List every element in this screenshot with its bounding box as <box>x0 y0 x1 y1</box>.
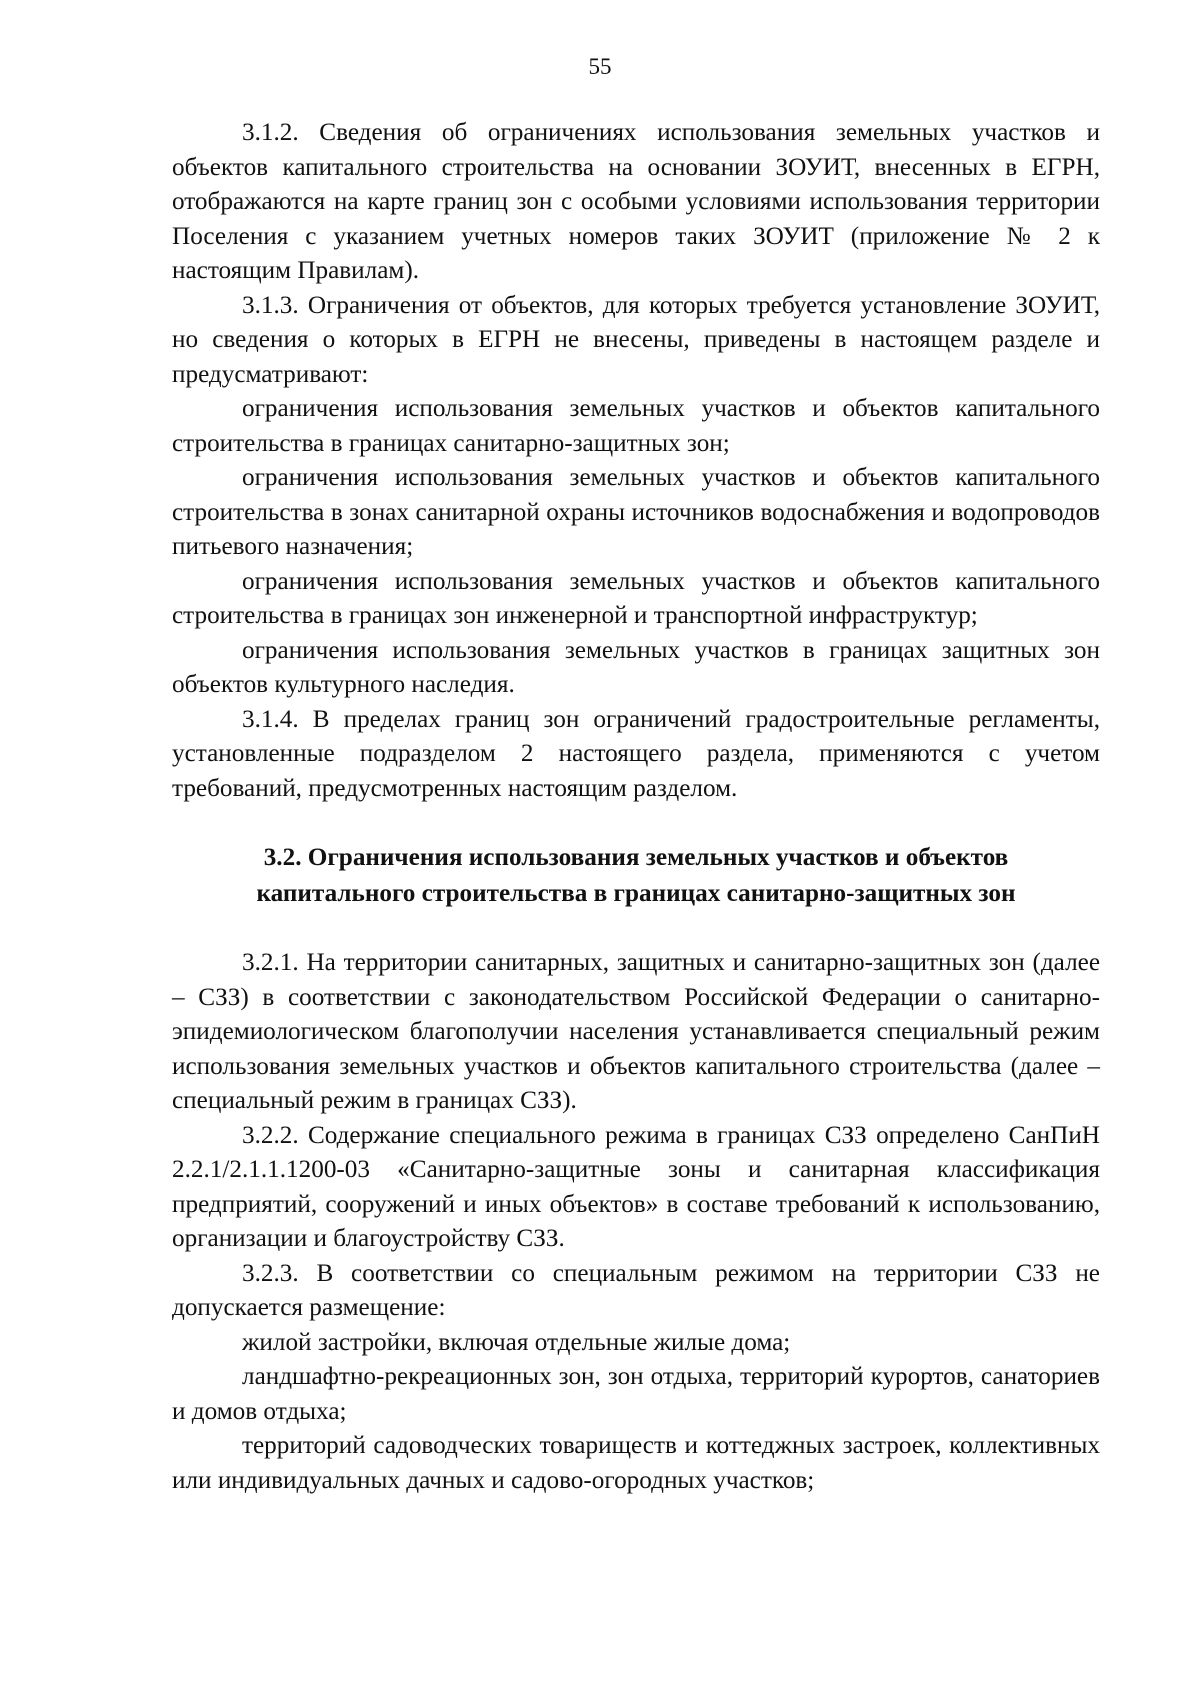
list-item-garden-plots: территорий садоводческих товариществ и коттеджных застроек, коллективных или индивидуальных дачных и садово-огородных участков; <box>172 1432 1100 1494</box>
section-heading-line-1: 3.2. Ограничения использования земельных участков и объектов <box>263 844 1009 871</box>
list-item-residential: жилой застройки, включая отдельные жилые дома; <box>242 1328 791 1356</box>
paragraph-3-1-3: 3.1.3. Ограничения от объектов, для которых требуется установление ЗОУИТ, но сведения о которых в ЕГРН не внесены, приведены в настоящем разделе и предусматривают: <box>172 291 1100 388</box>
paragraph-3-1-4: 3.1.4. В пределах границ зон ограничений градостроительные регламенты, установленные подразделом 2 настоящего раздела, применяются с учетом требований, предусмотренных настоящим разделом. <box>172 705 1100 802</box>
section-heading-line-2: капитального строительства в границах санитарно-защитных зон <box>256 880 1016 907</box>
list-item-recreational: ландшафтно-рекреационных зон, зон отдыха, территорий курортов, санаториев и домов отдыха; <box>172 1363 1100 1425</box>
section-heading-3-2 <box>172 840 1100 912</box>
list-item-cultural-heritage-zones: ограничения использования земельных участков в границах защитных зон объектов культурного наследия. <box>172 636 1100 698</box>
paragraph-3-1-2: 3.1.2. Сведения об ограничениях использования земельных участков и объектов капитального строительства на основании ЗОУИТ, внесенных в ЕГРН, отображаются на карте границ зон с особыми условиями использования территории Поселения с указанием учетных номеров таких ЗОУИТ (приложение № 2 к настоящим Правилам). <box>172 119 1100 284</box>
list-item-water-protection-zones: ограничения использования земельных участков и объектов капитального строительства в зонах санитарной охраны источников водоснабжения и водопроводов питьевого назначения; <box>172 464 1100 560</box>
paragraph-3-2-1: 3.2.1. На территории санитарных, защитных и санитарно-защитных зон (далее – СЗЗ) в соответствии с законодательством Российской Федерации о санитарно-эпидемиологическом благополучии населения устанавливается специальный режим использования земельных участков и объектов капитального строительства (далее – специальный режим в границах СЗЗ). <box>172 949 1100 1114</box>
list-item-sanitary-protection-zones: ограничения использования земельных участков и объектов капитального строительства в границах санитарно-защитных зон; <box>172 395 1100 457</box>
list-item-infrastructure-zones: ограничения использования земельных участков и объектов капитального строительства в границах зон инженерной и транспортной инфраструктур; <box>172 567 1100 629</box>
page-number: 55 <box>588 54 612 79</box>
paragraph-3-2-2: 3.2.2. Содержание специального режима в границах СЗЗ определено СанПиН 2.2.1/2.1.1.1200-03 «Санитарно-защитные зоны и санитарная классификация предприятий, сооружений и иных объектов» в составе требований к использованию, организации и благоустройству СЗЗ. <box>172 1121 1100 1252</box>
paragraph-3-2-3: 3.2.3. В соответствии со специальным режимом на территории СЗЗ не допускается размещение: <box>172 1259 1100 1321</box>
document-body <box>172 116 1100 1498</box>
